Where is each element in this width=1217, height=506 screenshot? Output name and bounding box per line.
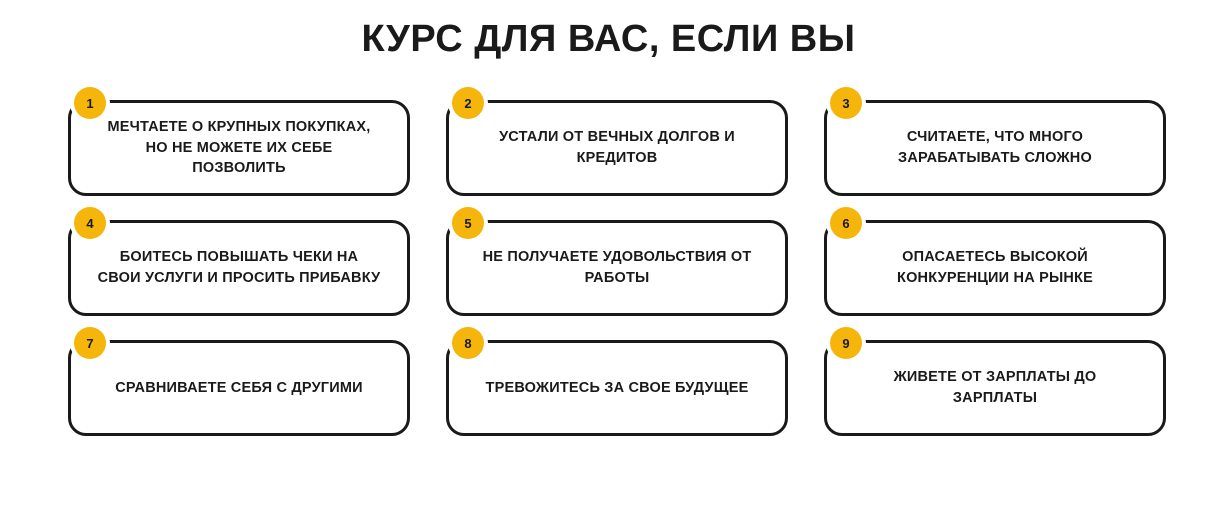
- criteria-card: [446, 215, 788, 316]
- cards-grid: [68, 95, 1166, 436]
- card-text: БОИТЕСЬ ПОВЫШАТЬ ЧЕКИ НА СВОИ УСЛУГИ И ПРОСИТЬ ПРИБАВКУ: [97, 249, 381, 286]
- card-number-badge: 4: [74, 207, 106, 239]
- card-text: ТРЕВОЖИТЕСЬ ЗА СВОЕ БУДУЩЕЕ: [485, 379, 749, 396]
- card-text: УСТАЛИ ОТ ВЕЧНЫХ ДОЛГОВ И КРЕДИТОВ: [499, 129, 735, 166]
- card-text: СРАВНИВАЕТЕ СЕБЯ С ДРУГИМИ: [115, 379, 363, 396]
- criteria-card: [446, 335, 788, 436]
- criteria-card: [446, 95, 788, 196]
- criteria-card: [824, 95, 1166, 196]
- criteria-card: [68, 95, 410, 196]
- card-text: СЧИТАЕТЕ, ЧТО МНОГО ЗАРАБАТЫВАТЬ СЛОЖНО: [898, 129, 1092, 166]
- criteria-card: [824, 215, 1166, 316]
- card-text: МЕЧТАЕТЕ О КРУПНЫХ ПОКУПКАХ, НО НЕ МОЖЕТЕ ИХ СЕБЕ ПОЗВОЛИТЬ: [107, 119, 371, 177]
- page-title: КУРС ДЛЯ ВАС, ЕСЛИ ВЫ: [361, 18, 856, 60]
- card-number-badge: 9: [830, 327, 862, 359]
- card-number-badge: 2: [452, 87, 484, 119]
- card-number-badge: 7: [74, 327, 106, 359]
- criteria-card: [824, 335, 1166, 436]
- card-number-badge: 5: [452, 207, 484, 239]
- card-text: ОПАСАЕТЕСЬ ВЫСОКОЙ КОНКУРЕНЦИИ НА РЫНКЕ: [897, 249, 1093, 286]
- card-text: ЖИВЕТЕ ОТ ЗАРПЛАТЫ ДО ЗАРПЛАТЫ: [893, 369, 1097, 406]
- criteria-card: [68, 215, 410, 316]
- card-text: НЕ ПОЛУЧАЕТЕ УДОВОЛЬСТВИЯ ОТ РАБОТЫ: [482, 249, 752, 286]
- criteria-card: [68, 335, 410, 436]
- card-number-badge: 1: [74, 87, 106, 119]
- card-number-badge: 3: [830, 87, 862, 119]
- card-number-badge: 6: [830, 207, 862, 239]
- card-number-badge: 8: [452, 327, 484, 359]
